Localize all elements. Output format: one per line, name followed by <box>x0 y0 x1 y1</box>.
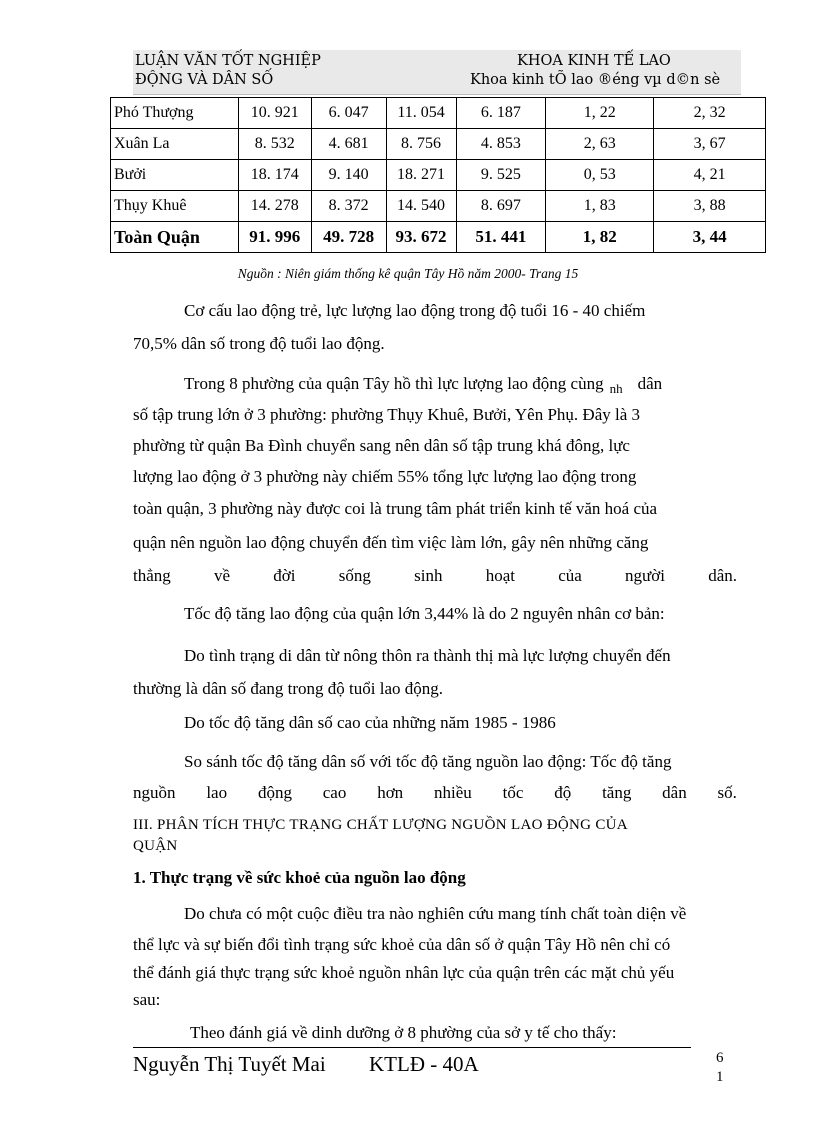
header-right-line1: KHOA KINH TẾ LAO <box>517 53 671 69</box>
p2-line3: phường từ quận Ba Đình chuyển sang nên dân số tập trung khá đông, lực <box>133 436 630 455</box>
value-cell: 4. 853 <box>456 129 546 160</box>
page-number-top: 6 <box>716 1050 724 1066</box>
p1-line1: Cơ cấu lao động trẻ, lực lượng lao động trong độ tuổi 16 - 40 chiếm <box>184 301 646 320</box>
section-heading-line2: QUẬN <box>133 838 178 854</box>
word: cao <box>322 783 347 802</box>
p2-line2: số tập trung lớn ở 3 phường: phường Thụy Khuê, Bưởi, Yên Phụ. Đây là 3 <box>133 405 641 424</box>
word: số. <box>717 783 737 802</box>
footer-rule <box>133 1047 691 1048</box>
p4-line1: Do tình trạng di dân từ nông thôn ra thành thị mà lực lượng chuyển đến <box>184 646 671 665</box>
word: về <box>214 566 231 585</box>
p2-line4: lượng lao động ở 3 phường này chiếm 55% tổng lực lượng lao động trong <box>133 467 637 486</box>
value-cell: 8. 697 <box>456 191 546 222</box>
word: nguồn <box>133 783 176 802</box>
word: người <box>625 566 665 585</box>
p4-line2: thường là dân số đang trong độ tuổi lao động. <box>133 679 444 698</box>
value-cell: 51. 441 <box>456 222 546 253</box>
p7-line1: Do chưa có một cuộc điều tra nào nghiên cứu mang tính chất toàn diện về <box>184 904 687 923</box>
p8-line: Theo đánh giá về dinh dưỡng ở 8 phường của sở y tế cho thấy: <box>190 1023 617 1042</box>
value-cell: 1, 22 <box>546 98 654 129</box>
value-cell: 2, 32 <box>654 98 766 129</box>
table-row <box>111 129 766 160</box>
header-left-line2: ĐỘNG VÀ DÂN SỐ <box>135 72 274 88</box>
word: lao <box>206 783 228 802</box>
word: sinh <box>414 566 443 585</box>
word: tốc <box>502 783 524 802</box>
footer-author: Nguyễn Thị Tuyết Mai <box>133 1052 326 1076</box>
value-cell: 11. 054 <box>386 98 456 129</box>
value-cell: 9. 140 <box>311 160 386 191</box>
value-cell: 91. 996 <box>238 222 311 253</box>
labor-table <box>110 97 766 253</box>
p1-line2: 70,5% dân số trong độ tuổi lao động. <box>133 334 385 353</box>
value-cell: 1, 83 <box>546 191 654 222</box>
value-cell: 18. 174 <box>238 160 311 191</box>
table-row <box>111 160 766 191</box>
word: của <box>558 566 582 585</box>
ward-name-cell: Xuân La <box>111 129 239 160</box>
p7-line4: sau: <box>133 990 161 1009</box>
ward-name-cell: Phó Thượng <box>111 98 239 129</box>
source-note: Nguồn : Niên giám thống kê quận Tây Hồ năm 2000- Trang 15 <box>237 266 579 281</box>
word: dân <box>662 783 687 802</box>
header-right-line2: Khoa kinh tÕ lao ®éng vµ d©n sè <box>470 72 721 88</box>
word: nhiều <box>434 783 472 802</box>
p6-line2 <box>133 783 737 803</box>
word: hơn <box>377 783 404 802</box>
p3-line: Tốc độ tăng lao động của quận lớn 3,44% là do 2 nguyên nhân cơ bản: <box>184 604 665 623</box>
value-cell: 3, 88 <box>654 191 766 222</box>
value-cell: 10. 921 <box>238 98 311 129</box>
value-cell: 8. 532 <box>238 129 311 160</box>
word: động <box>257 783 292 802</box>
value-cell: 18. 271 <box>386 160 456 191</box>
p2-line7 <box>133 566 737 586</box>
value-cell: 14. 278 <box>238 191 311 222</box>
word: sống <box>338 566 371 585</box>
word: hoạt <box>485 566 515 585</box>
table-row <box>111 98 766 129</box>
subheading: 1. Thực trạng về sức khoẻ của nguồn lao động <box>133 868 466 887</box>
p5-line: Do tốc độ tăng dân số cao của những năm 1985 - 1986 <box>184 713 556 732</box>
p2-line5: toàn quận, 3 phường này được coi là trung tâm phát triển kinh tế văn hoá của <box>133 499 658 518</box>
table-total-row <box>111 222 766 253</box>
value-cell: 6. 047 <box>311 98 386 129</box>
value-cell: 2, 63 <box>546 129 654 160</box>
page-header <box>133 50 741 95</box>
value-cell: 0, 53 <box>546 160 654 191</box>
p7-line2: thể lực và sự biến đổi tình trạng sức khoẻ của dân số ở quận Tây Hồ nên chỉ có <box>133 935 671 954</box>
value-cell: 14. 540 <box>386 191 456 222</box>
word: độ <box>554 783 572 802</box>
header-left-line1: LUẬN VĂN TỐT NGHIỆP <box>135 53 321 69</box>
value-cell: 3, 67 <box>654 129 766 160</box>
value-cell: 6. 187 <box>456 98 546 129</box>
value-cell: 1, 82 <box>546 222 654 253</box>
page-number-bottom: 1 <box>716 1069 724 1085</box>
ward-name-cell: Thụy Khuê <box>111 191 239 222</box>
word: dân. <box>708 566 737 585</box>
value-cell: 8. 372 <box>311 191 386 222</box>
value-cell: 49. 728 <box>311 222 386 253</box>
value-cell: 9. 525 <box>456 160 546 191</box>
p7-line3: thể đánh giá thực trạng sức khoẻ nguồn nhân lực của quận trên các mặt chủ yếu <box>133 963 675 982</box>
word: thẳng <box>133 566 171 585</box>
value-cell: 4, 21 <box>654 160 766 191</box>
footer-class: KTLĐ - 40A <box>369 1052 479 1076</box>
value-cell: 4. 681 <box>311 129 386 160</box>
word: tăng <box>602 783 632 802</box>
value-cell: 8. 756 <box>386 129 456 160</box>
ward-name-cell: Toàn Quận <box>111 222 239 253</box>
value-cell: 93. 672 <box>386 222 456 253</box>
p2-line6: quận nên nguồn lao động chuyển đến tìm việc làm lớn, gây nên những căng <box>133 533 649 552</box>
p6-line1: So sánh tốc độ tăng dân số với tốc độ tăng nguồn lao động: Tốc độ tăng <box>184 752 672 771</box>
word: đời <box>273 566 296 585</box>
section-heading-line1: III. PHÂN TÍCH THỰC TRẠNG CHẤT LƯỢNG NGUỒN LAO ĐỘNG CỦA <box>133 817 628 833</box>
table-row <box>111 191 766 222</box>
value-cell: 3, 44 <box>654 222 766 253</box>
ward-name-cell: Bưởi <box>111 160 239 191</box>
p2-line1: Trong 8 phường của quận Tây hồ thì lực lượng lao động cùng $_{nh}$ dân <box>184 374 663 396</box>
